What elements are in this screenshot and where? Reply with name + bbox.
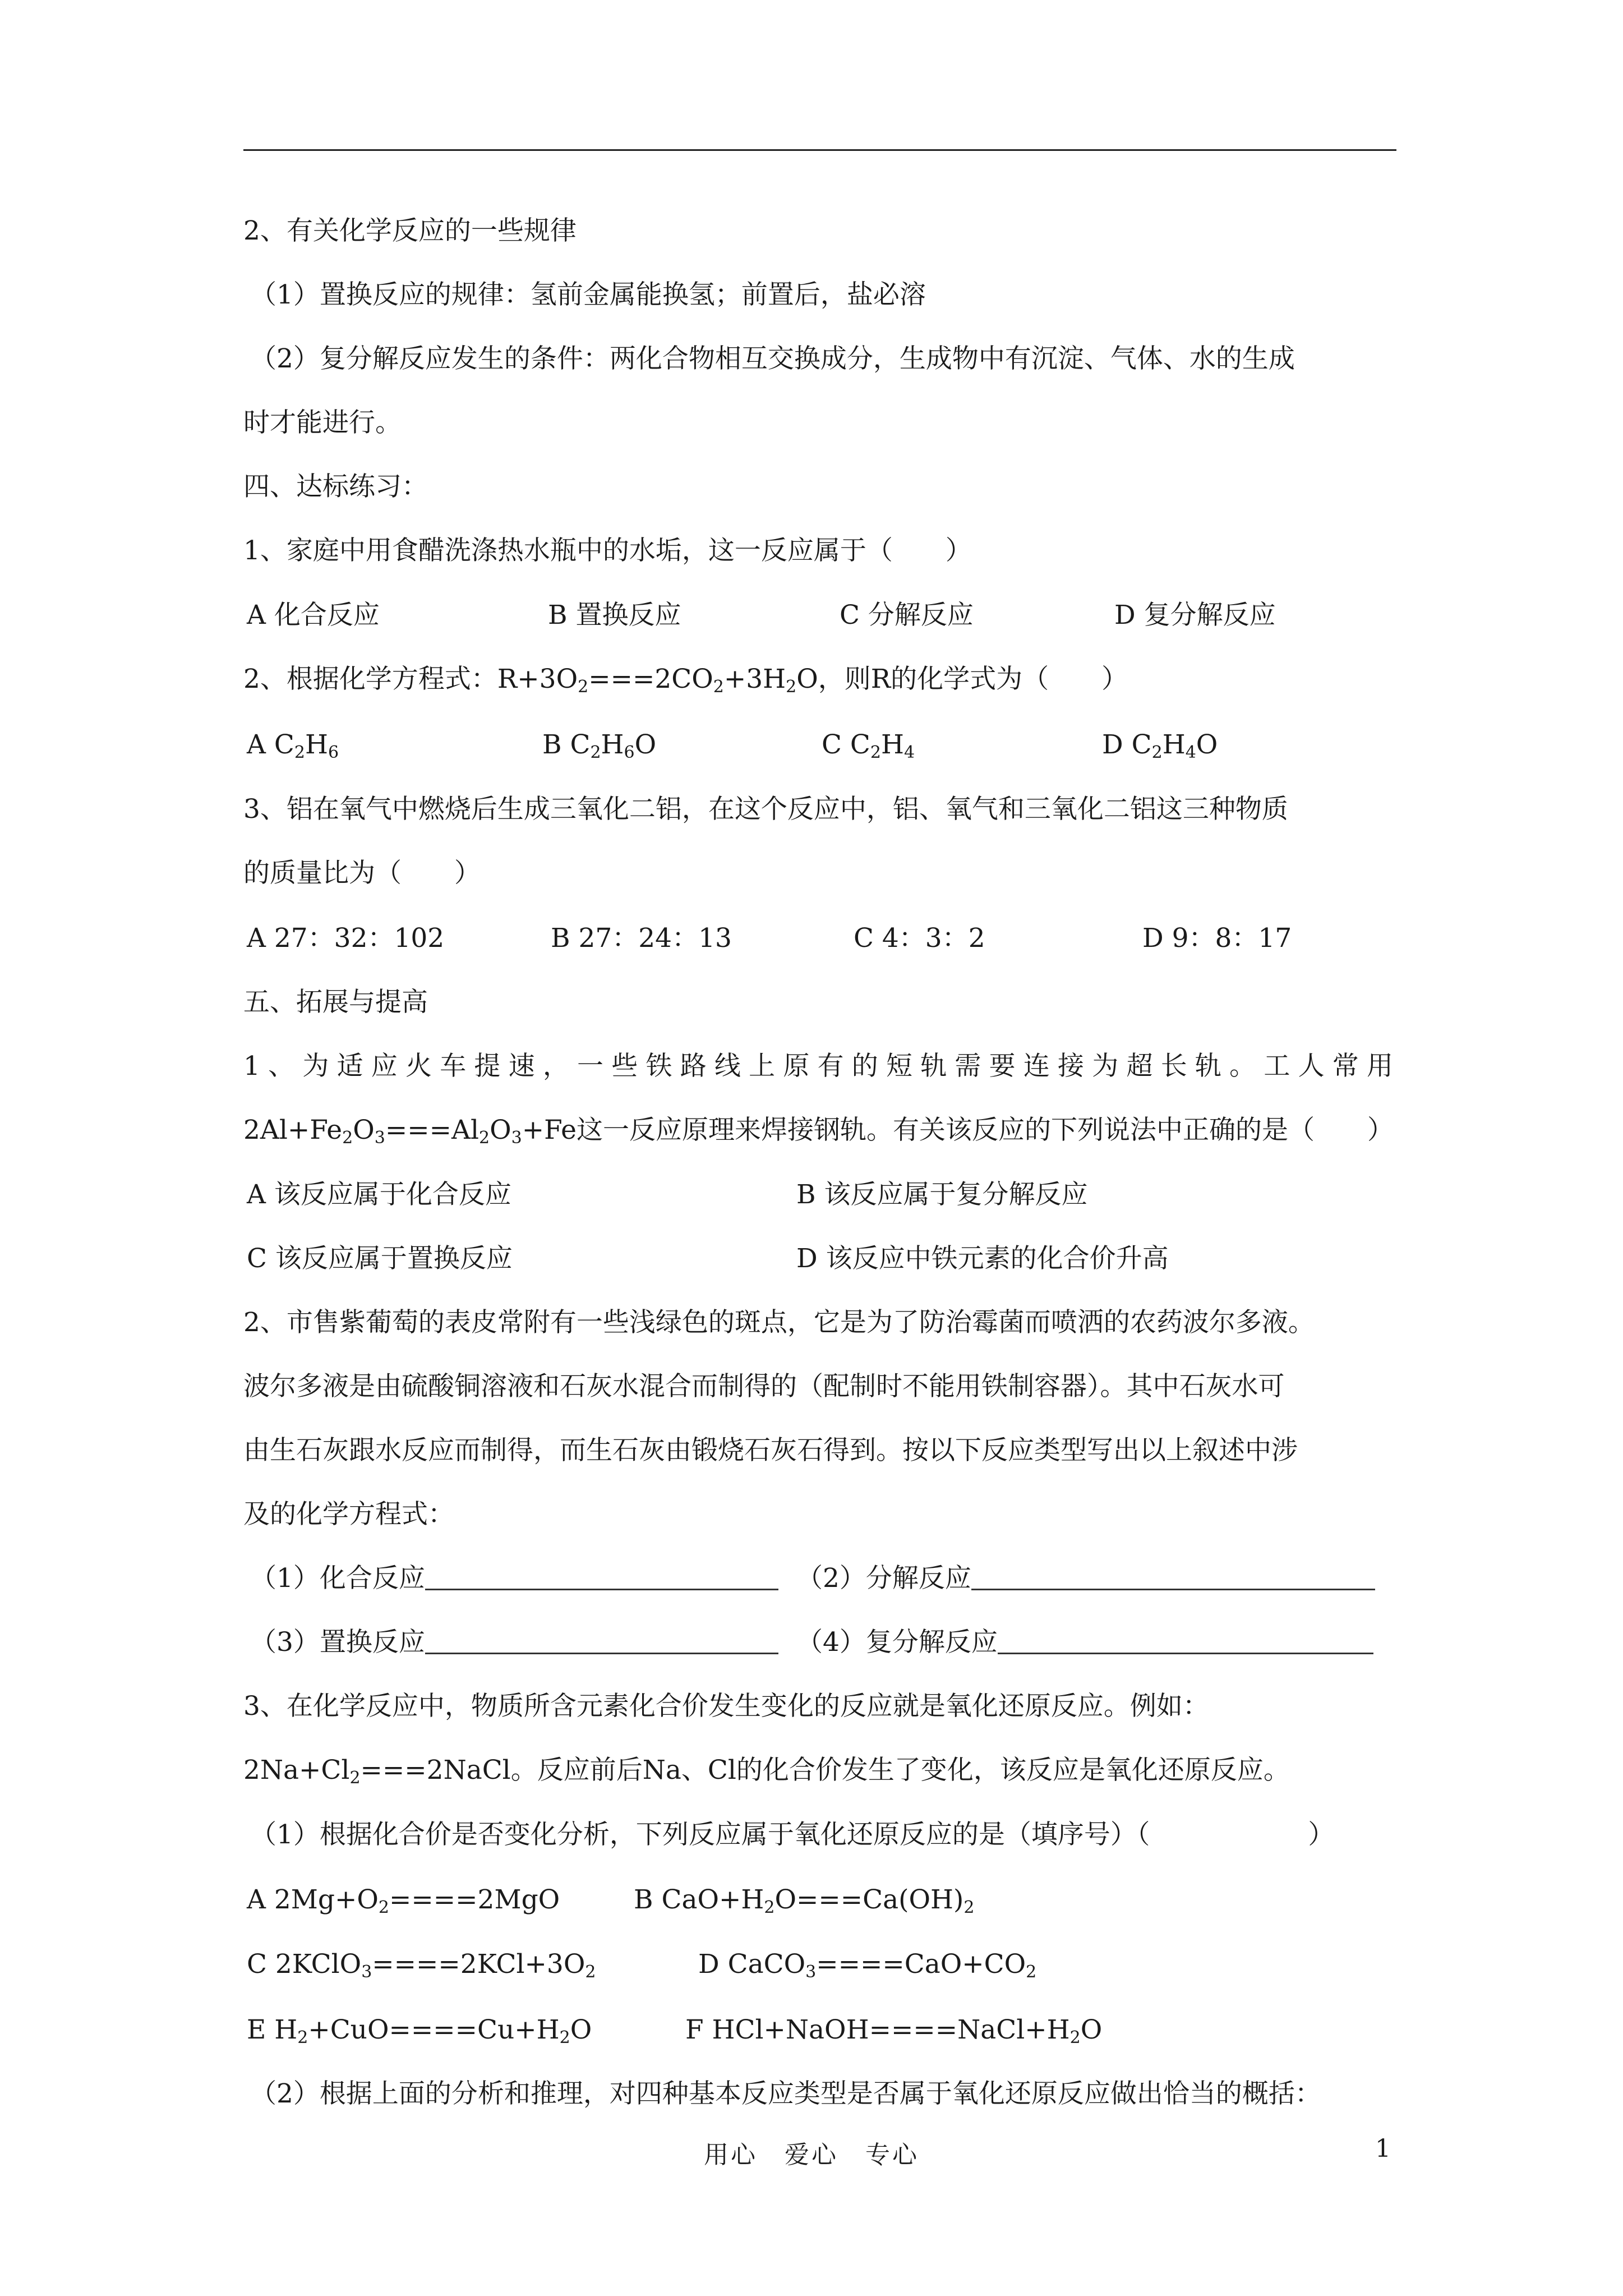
e3-option-f: F $HCl+NaOH====NaCl+H_2O$ (685, 2014, 1103, 2047)
e1-stem: 1、为适应火车提速，一些铁路线上原有的短轨需要连接为超长轨。工人常用 (243, 1051, 1396, 1082)
e2-blank-1: （1）化合反应 (250, 1562, 778, 1595)
rule-displacement: （1）置换反应的规律：氢前金属能换氢；前置后，盐必溶 (250, 279, 926, 310)
e3-part-2: （2）根据上面的分析和推理，对四种基本反应类型是否属于氧化还原反应做出恰当的概括： (250, 2078, 1321, 2109)
rule-double-displacement-cont: 时才能进行。 (243, 407, 402, 438)
section-2-title: 2、有关化学反应的一些规律 (243, 215, 577, 246)
section-5-title: 五、拓展与提高 (243, 987, 428, 1018)
q2-option-a: A $C_2H_6$ (247, 729, 339, 762)
e1-option-c: C 该反应属于置换反应 (247, 1243, 513, 1274)
section-4-title: 四、达标练习： (243, 471, 428, 502)
e2-blank-4: （4）复分解反应 (796, 1626, 1373, 1659)
e2-answer-line-1[interactable] (425, 1564, 778, 1590)
q2-option-c: C $C_2H_4$ (822, 729, 915, 762)
q1-option-c: C 分解反应 (840, 600, 974, 631)
e3-option-d: D $CaCO_3====CaO+CO_2$ (698, 1949, 1037, 1982)
q3-stem-cont: 的质量比为（ ） (243, 858, 481, 889)
e2-answer-line-4[interactable] (998, 1628, 1373, 1654)
q3-stem: 3、铝在氧气中燃烧后生成三氧化二铝，在这个反应中，铝、氧气和三氧化二铝这三种物质 (243, 794, 1288, 825)
q3-option-a: A 27：32：102 (247, 923, 445, 954)
q1-option-a: A 化合反应 (247, 600, 380, 631)
footer-slogan: 用心 爱心 专心 (704, 2141, 919, 2169)
q1-option-d: D 复分解反应 (1114, 600, 1276, 631)
page-number: 1 (1375, 2134, 1391, 2163)
e1-option-a: A 该反应属于化合反应 (247, 1179, 511, 1210)
e2-blank-2: （2）分解反应 (796, 1562, 1375, 1595)
q3-option-d: D 9：8：17 (1142, 923, 1292, 954)
e2-stem-3: 由生石灰跟水反应而制得，而生石灰由锻烧石灰石得到。按以下反应类型写出以上叙述中涉 (243, 1435, 1298, 1466)
e3-stem: 3、在化学反应中，物质所含元素化合价发生变化的反应就是氧化还原反应。例如： (243, 1691, 1209, 1722)
e3-option-b: B $CaO+H_2O===Ca(OH)_2$ (634, 1884, 975, 1917)
q3-option-b: B 27：24：13 (551, 923, 732, 954)
q1-stem: 1、家庭中用食醋洗涤热水瓶中的水垢，这一反应属于（ ） (243, 535, 972, 566)
e2-answer-line-2[interactable] (971, 1564, 1375, 1590)
e2-stem: 2、市售紫葡萄的表皮常附有一些浅绿色的斑点，它是为了防治霉菌而喷洒的农药波尔多液。 (243, 1307, 1315, 1338)
rule-double-displacement: （2）复分解反应发生的条件：两化合物相互交换成分，生成物中有沉淀、气体、水的生成 (250, 343, 1295, 374)
e2-stem-4: 及的化学方程式： (243, 1499, 454, 1530)
q2-option-b: B $C_2H_6O$ (542, 729, 657, 762)
q1-option-b: B 置换反应 (548, 600, 681, 631)
header-rule (243, 149, 1396, 151)
e2-blank-3: （3）置换反应 (250, 1626, 778, 1659)
q2-stem: 2、根据化学方程式：$R+3O_2===2CO_2+3H_2O$，则R的化学式为（ ） (243, 664, 1128, 697)
e3-option-a: A $2Mg+O_2====2MgO$ (247, 1884, 560, 1917)
e2-answer-line-3[interactable] (425, 1628, 778, 1654)
e3-option-c: C $2KClO_3====2KCl+3O_2$ (247, 1949, 596, 1982)
e1-option-d: D 该反应中铁元素的化合价升高 (796, 1243, 1169, 1274)
q3-option-c: C 4：3：2 (854, 923, 985, 954)
e3-option-e: E $H_2+CuO====Cu+H_2O$ (247, 2014, 592, 2047)
e1-option-b: B 该反应属于复分解反应 (796, 1179, 1088, 1210)
e3-part-1: （1）根据化合价是否变化分析，下列反应属于氧化还原反应的是（填序号）（ ） (250, 1819, 1335, 1850)
e1-stem-cont: $2Al+Fe_2O_3===Al_2O_3+Fe$这一反应原理来焊接钢轨。有关该反应的下列说法中正确的是（ ） (243, 1115, 1394, 1148)
q2-option-d: D $C_2H_4O$ (1102, 729, 1218, 762)
e2-stem-2: 波尔多液是由硫酸铜溶液和石灰水混合而制得的（配制时不能用铁制容器）。其中石灰水可 (243, 1371, 1285, 1402)
e3-stem-cont: $2Na+Cl_2===2NaCl$。反应前后Na、Cl的化合价发生了变化，该反应是氧化还原反应。 (243, 1755, 1290, 1788)
